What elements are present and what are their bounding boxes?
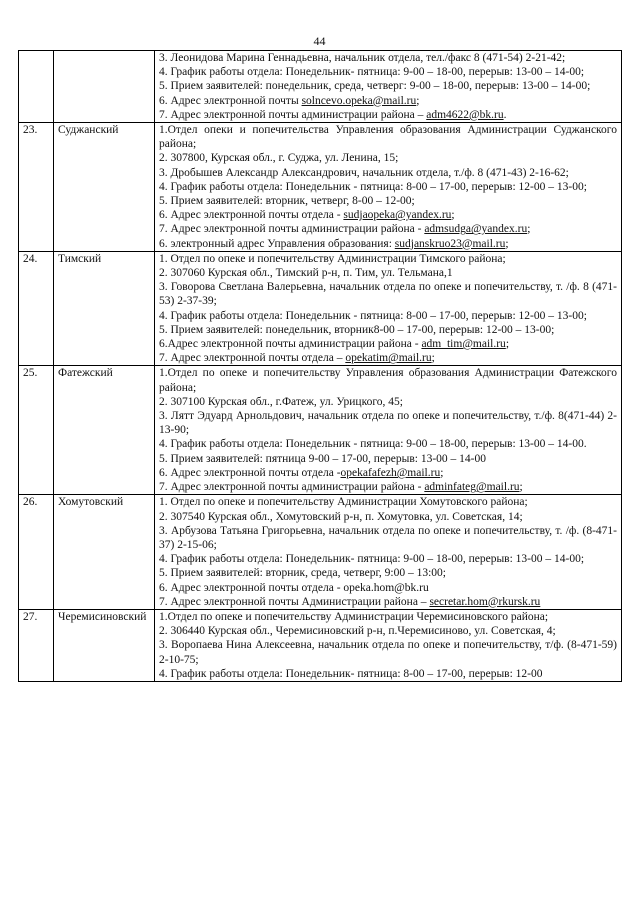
detail-line: 1. Отдел по опеке и попечительству Администрации Тимского района; (159, 252, 506, 265)
department-details (155, 123, 622, 252)
detail-line: 6. Адрес электронной почты отдела - opeka.hom@bk.ru (159, 581, 429, 594)
page-number: 44 (313, 34, 326, 48)
detail-line: 4. График работы отдела: Понедельник- пятница: 9-00 – 18-00, перерыв: 13-00 – 14-00; (159, 66, 585, 79)
email-suffix: ; (440, 466, 444, 479)
email-link[interactable]: solncevo.opeka@mail.ru (301, 94, 417, 107)
email-suffix: ; (519, 481, 523, 494)
email-suffix: ; (416, 94, 420, 107)
email-label: 7. Адрес электронной почты Администрации района – (159, 595, 430, 608)
row-number: 23. (19, 123, 54, 252)
department-details (155, 51, 622, 123)
detail-line: 3. Говорова Светлана Валерьевна, начальник отдела по опеке и попечительству, т. /ф. 8 (471-53) 2-37-39; (159, 281, 617, 308)
table-body (19, 51, 622, 682)
detail-line: 2. 307800, Курская обл., г. Суджа, ул. Ленина, 15; (159, 152, 399, 165)
email-suffix: ; (431, 352, 435, 365)
detail-line: 4. График работы отдела: Понедельник - пятница: 8-00 – 17-00, перерыв: 12-00 – 13-00; (159, 309, 587, 322)
email-line (159, 337, 617, 351)
detail-line: 3. Леонидова Марина Геннадьевна, начальник отдела, тел./факс 8 (471-54) 2-21-42; (159, 52, 566, 64)
email-label: 7. Адрес электронной почты администрации района - (159, 223, 425, 236)
email-suffix: ; (451, 209, 455, 222)
detail-line: 2. 307100 Курская обл., г.Фатеж, ул. Урицкого, 45; (159, 395, 403, 408)
email-label: 6. Адрес электронной почты отдела - (159, 209, 344, 222)
table-row (19, 123, 622, 252)
row-number: 25. (19, 366, 54, 495)
email-label: 7. Адрес электронной почты администрации района – (159, 108, 427, 121)
row-number: 27. (19, 609, 54, 681)
detail-line: 5. Прием заявителей: понедельник, вторник8-00 – 17-00, перерыв: 12-00 – 13-00; (159, 323, 555, 336)
guardianship-departments-table (18, 50, 622, 682)
email-link[interactable]: secretar.hom@rkursk.ru (429, 595, 541, 608)
table-row (19, 366, 622, 495)
department-details (155, 366, 622, 495)
detail-line: 3. Дробышев Александр Александрович, начальник отдела, т./ф. 8 (471-43) 2-16-62; (159, 166, 569, 179)
detail-line: 4. График работы отдела: Понедельник - пятница: 8-00 – 17-00, перерыв: 12-00 – 13-00; (159, 180, 587, 193)
email-suffix: . (503, 108, 507, 121)
detail-line: 4. График работы отдела: Понедельник- пятница: 8-00 – 17-00, перерыв: 12-00 (159, 667, 543, 680)
row-number (19, 51, 54, 123)
detail-line: 4. График работы отдела: Понедельник - пятница: 9-00 – 18-00, перерыв: 13-00 – 14-00. (159, 438, 587, 451)
email-label: 6.Адрес электронной почты администрации района - (159, 338, 422, 351)
detail-line: 5. Прием заявителей: вторник, четверг, 8-00 – 12-00; (159, 195, 415, 208)
email-label: 6. Адрес электронной почты отдела - (159, 466, 341, 479)
email-link[interactable]: adm4622@bk.ru (426, 108, 504, 121)
row-number: 24. (19, 251, 54, 366)
detail-line: 5. Прием заявителей: понедельник, среда, четверг: 9-00 – 18-00, перерыв: 13-00 – 14-00; (159, 80, 591, 93)
detail-line: 4. График работы отдела: Понедельник- пятница: 9-00 – 18-00, перерыв: 13-00 – 14-00; (159, 553, 585, 566)
district-name: Суджанский (54, 123, 155, 252)
email-label: 7. Адрес электронной почты администрации района - (159, 481, 425, 494)
detail-line: 5. Прием заявителей: пятница 9-00 – 17-00, перерыв: 13-00 – 14-00 (159, 452, 487, 465)
department-details (155, 609, 622, 681)
email-link[interactable]: opekatim@mail.ru (345, 352, 432, 365)
email-label: 6. Адрес электронной почты (159, 94, 302, 107)
district-name: Хомутовский (54, 495, 155, 610)
email-line (159, 94, 617, 108)
detail-line: 2. 307540 Курская обл., Хомутовский р-н, п. Хомутовка, ул. Советская, 14; (159, 510, 523, 523)
email-link[interactable]: sudjanskruo23@mail.ru (394, 237, 506, 250)
detail-line: 1.Отдел опеки и попечительства Управления образования Администрации Суджанского района; (159, 124, 617, 151)
email-link[interactable]: adm_tim@mail.ru (421, 338, 506, 351)
table-row (19, 495, 622, 610)
detail-line: 1. Отдел по опеке и попечительству Администрации Хомутовского района; (159, 496, 528, 509)
email-link[interactable]: admsudga@yandex.ru (424, 223, 528, 236)
email-line (159, 208, 617, 222)
email-link[interactable]: sudjaopeka@yandex.ru (343, 209, 452, 222)
department-details (155, 251, 622, 366)
table-row (19, 51, 622, 123)
email-line (159, 108, 617, 122)
detail-line: 3. Арбузова Татьяна Григорьевна, начальник отдела по опеке и попечительству, т. /ф. (8-471-37) 2-15-06; (159, 524, 617, 551)
detail-line: 2. 307060 Курская обл., Тимский р-н, п. Тим, ул. Тельмана,1 (159, 267, 453, 280)
detail-line: 1.Отдел по опеке и попечительству Администрации Черемисиновского района; (159, 610, 549, 623)
email-label: 7. Адрес электронной почты отдела – (159, 352, 346, 365)
email-label: 6. электронный адрес Управления образования: (159, 237, 395, 250)
detail-line: 3. Воропаева Нина Алексеевна, начальник отдела по опеке и попечительству, т/ф. (8-471-59) 2-10-75; (159, 639, 617, 666)
email-line (159, 237, 617, 251)
row-number: 26. (19, 495, 54, 610)
email-suffix: ; (505, 338, 510, 351)
email-line (159, 480, 617, 494)
district-name: Черемисиновский (54, 609, 155, 681)
email-line (159, 595, 617, 609)
email-line (159, 222, 617, 236)
table-row (19, 609, 622, 681)
detail-line: 2. 306440 Курская обл., Черемисиновский р-н, п.Черемисиново, ул. Советская, 4; (159, 625, 556, 638)
district-name: Фатежский (54, 366, 155, 495)
detail-line: 3. Лятт Эдуард Арнольдович, начальник отдела по опеке и попечительству, т./ф. 8(471-44) 2-13-90; (159, 410, 617, 437)
detail-line: 5. Прием заявителей: вторник, среда, четверг, 9:00 – 13:00; (159, 567, 446, 580)
email-suffix: ; (505, 237, 509, 250)
detail-line: 1.Отдел по опеке и попечительству Управления образования Администрации Фатежского района; (159, 367, 617, 394)
email-link[interactable]: adminfateg@mail.ru (424, 481, 520, 494)
table-row (19, 251, 622, 366)
email-suffix: ; (527, 223, 531, 236)
district-name: Тимский (54, 251, 155, 366)
email-link[interactable]: opekafafezh@mail.ru (340, 466, 441, 479)
department-details (155, 495, 622, 610)
email-line (159, 351, 617, 365)
email-line (159, 466, 617, 480)
district-name (54, 51, 155, 123)
